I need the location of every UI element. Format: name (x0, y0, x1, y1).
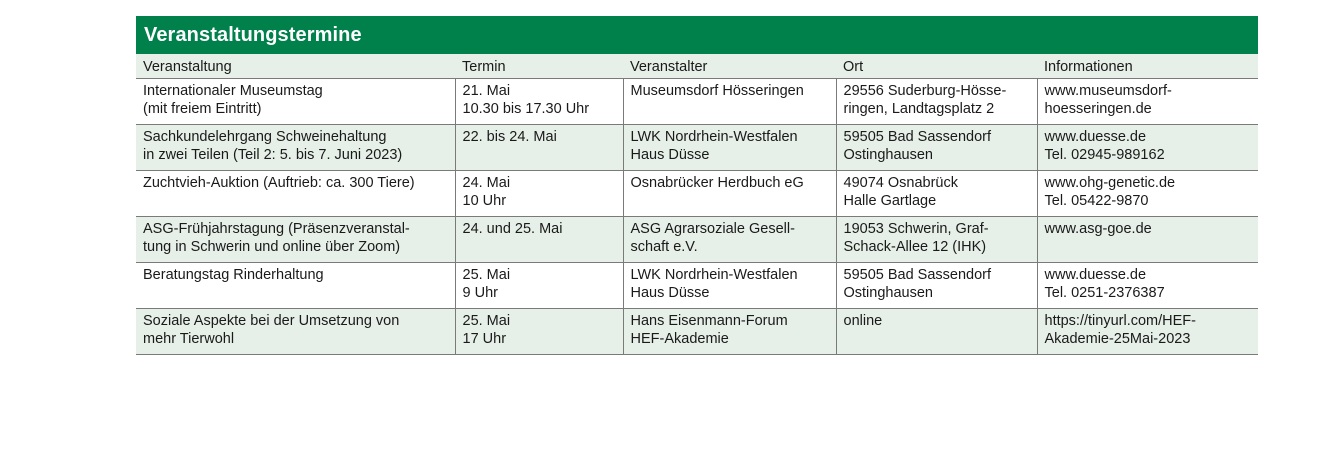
cell-veranstaltung: Zuchtvieh-Auktion (Auftrieb: ca. 300 Tiere) (136, 170, 455, 216)
cell-informationen: www.duesse.de Tel. 0251-2376387 (1037, 262, 1258, 308)
title-bar (136, 16, 1258, 54)
cell-ort: online (836, 308, 1037, 354)
cell-termin: 25. Mai 17 Uhr (455, 308, 623, 354)
column-header-veranstalter: Veranstalter (623, 54, 836, 78)
cell-veranstaltung: Beratungstag Rinderhaltung (136, 262, 455, 308)
cell-veranstalter: Hans Eisenmann-Forum HEF-Akademie (623, 308, 836, 354)
cell-veranstaltung: Soziale Aspekte bei der Umsetzung von mehr Tierwohl (136, 308, 455, 354)
cell-termin: 24. und 25. Mai (455, 216, 623, 262)
table-row (136, 170, 1258, 216)
cell-informationen: www.duesse.de Tel. 02945-989162 (1037, 124, 1258, 170)
cell-veranstalter: LWK Nordrhein-Westfalen Haus Düsse (623, 124, 836, 170)
cell-veranstaltung: ASG-Frühjahrstagung (Präsenzveranstal- tung in Schwerin und online über Zoom) (136, 216, 455, 262)
cell-termin: 25. Mai 9 Uhr (455, 262, 623, 308)
column-header-informationen: Informationen (1037, 54, 1258, 78)
table-row (136, 216, 1258, 262)
table-row (136, 78, 1258, 124)
cell-termin: 24. Mai 10 Uhr (455, 170, 623, 216)
cell-veranstaltung: Sachkundelehrgang Schweinehaltung in zwei Teilen (Teil 2: 5. bis 7. Juni 2023) (136, 124, 455, 170)
cell-informationen: https://tinyurl.com/HEF- Akademie-25Mai-2023 (1037, 308, 1258, 354)
cell-ort: 49074 Osnabrück Halle Gartlage (836, 170, 1037, 216)
column-header-termin: Termin (455, 54, 623, 78)
cell-ort: 59505 Bad Sassendorf Ostinghausen (836, 262, 1037, 308)
cell-ort: 59505 Bad Sassendorf Ostinghausen (836, 124, 1037, 170)
page-title: Veranstaltungstermine (144, 23, 362, 46)
cell-informationen: www.asg-goe.de (1037, 216, 1258, 262)
cell-veranstalter: Osnabrücker Herdbuch eG (623, 170, 836, 216)
events-table (136, 54, 1258, 355)
table-row (136, 262, 1258, 308)
cell-informationen: www.museumsdorf- hoesseringen.de (1037, 78, 1258, 124)
events-panel (136, 16, 1258, 355)
cell-termin: 21. Mai 10.30 bis 17.30 Uhr (455, 78, 623, 124)
table-row (136, 124, 1258, 170)
cell-ort: 19053 Schwerin, Graf- Schack-Allee 12 (IHK) (836, 216, 1037, 262)
cell-veranstalter: Museumsdorf Hösseringen (623, 78, 836, 124)
cell-veranstalter: ASG Agrarsoziale Gesell- schaft e.V. (623, 216, 836, 262)
cell-termin: 22. bis 24. Mai (455, 124, 623, 170)
column-header-ort: Ort (836, 54, 1037, 78)
cell-veranstaltung: Internationaler Museumstag (mit freiem Eintritt) (136, 78, 455, 124)
cell-informationen: www.ohg-genetic.de Tel. 05422-9870 (1037, 170, 1258, 216)
cell-ort: 29556 Suderburg-Hösse- ringen, Landtagsplatz 2 (836, 78, 1037, 124)
column-header-veranstaltung: Veranstaltung (136, 54, 455, 78)
cell-veranstalter: LWK Nordrhein-Westfalen Haus Düsse (623, 262, 836, 308)
table-header-row (136, 54, 1258, 78)
table-row (136, 308, 1258, 354)
